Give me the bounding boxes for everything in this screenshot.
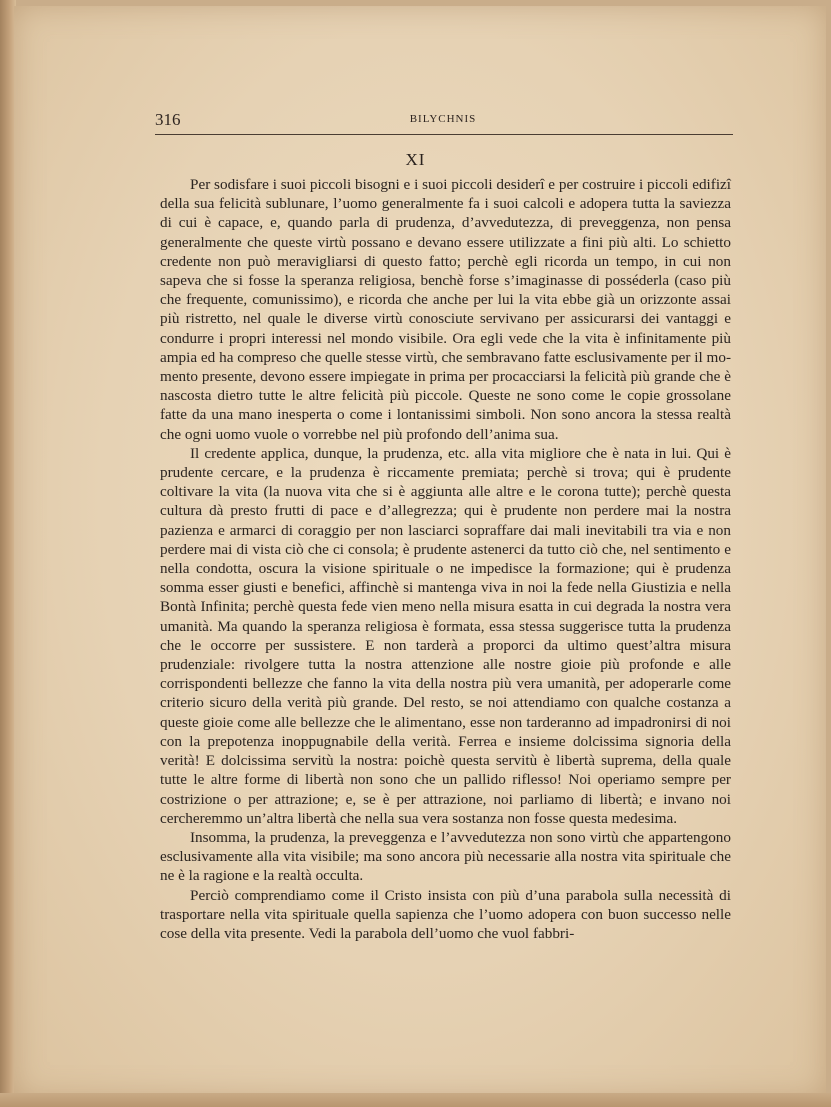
paragraph: Perciò comprendiamo come il Cristo insista con più d’una parabola sulla necessità di trasportare nella vita spirituale quella sapienza che l’uomo adopera con buon successo nelle cose della vita presente. Vedi la parabola dell’uomo che vuol fabbri- xyxy=(160,886,731,942)
paragraph: Per sodisfare i suoi piccoli bisogni e i suoi piccoli desiderî e per costruire i piccoli edifizî della sua felicità sublunare, l’uomo generalmente fa i suoi calcoli e adopera tutta la saviezza di cui è capace, e, quando parla di prudenza, d’avvedutezza, di preveggenza, non pensa generalmente che queste virtù possano e devano essere utilizzate a fini più alti. Lo schietto credente non può meravigliarsi di questo fatto; perchè egli ricorda un tempo, in cui non sapeva che si fosse la speranza religiosa, benchè forse s’imaginasse di posséderla (caso più che frequente, comunissimo), e ricorda che anche per lui la vita ebbe già un orizzonte assai più ristretto, nel quale le diverse virtù conosciute servivano per assicurarsi dei vantaggi e condurre i propri interessi nel mondo visibile. Ora egli vede che la vita è infinitamente più ampia ed ha compreso che quelle stesse virtù, che sembravano fatte esclusivamente per il momento presente, devono essere impiegate in prima per procacciarsi la felicità più grande che è nascosta dietro tutte le altre felicità più piccole. Queste ne sono come le copie grossolane fatte da una mano inesperta o come i lontanissimi simboli. Non sono ancora la stessa realtà che ogni uomo vuole o vorrebbe nel più profondo dell’anima sua. xyxy=(160,176,731,443)
running-title: BILYCHNIS xyxy=(409,113,477,125)
body-text xyxy=(160,175,731,943)
section-title: XI xyxy=(405,150,426,169)
paragraph: Il credente applica, dunque, la prudenza, etc. alla vita migliore che è nata in lui. Qui è prudente cercare, e la prudenza è riccamente premiata; perchè si trova; qui è prudente coltivare la vita (la nuova vita che si è aggiunta alle altre e le corona tutte); perchè questa cultura dà presto frutti di pace e d’allegrezza; qui è prudente non perdere mai la nostra pazienza e armarci di coraggio per non lasciarci sopraffare dai mali inevitabili tra via e non perdere mai di vista ciò che ci consola; è prudente astenerci da tutto ciò che, nel sentimento e nella condotta, oscura la visione spirituale o ne impedisce la formazione; qui è prudenza somma esser giusti e benefici, affinchè si mantenga viva in noi la fede nella Giustizia e nella Bontà Infinita; perchè questa fede vien meno nella misura esatta in cui degrada la nostra vera umanità. Ma quando la speranza religiosa è formata, essa stessa suggerisce tutta la prudenza che le occorre per sussistere. E non tarderà a proporci da ultimo quest’altra misura prudenziale: rivolgere tutta la nostra attenzione alle nostre gioie più profonde e alle corrispondenti bellezze che fanno la vita della nostra più vera umanità, per adoperarle come criterio sicuro della verità più grande. Del resto, se noi attendiamo con qualche costanza a queste gioie come alle bellezze che le alimentano, esse non tarderanno ad impadronirsi di noi con la prepotenza inoppugnabile della verità. Ferrea e insieme dolcissima signoria della verità! E dolcissima servitù la nostra: poichè questa servitù è libertà suprema, della quale tutte le altre forme di libertà non sono che un pallido riflesso! Noi operiamo sempre per costrizione o per attrazione; e, se è per attrazione, noi parliamo di libertà; e invano noi cercheremmo un’altra libertà che nella sua vera sostanza non fosse questa medesima. xyxy=(160,444,731,827)
header-rule xyxy=(155,134,733,135)
page-bottom-edge xyxy=(0,1093,831,1107)
page-number: 316 xyxy=(155,110,181,129)
page-header xyxy=(155,110,731,130)
paragraph: Insomma, la prudenza, la preveggenza e l’avvedutezza non sono virtù che appartengono esclusivamente alla vita visibile; ma sono ancora più necessarie alla nostra vita spirituale che ne è la ragione e la realtà occulta. xyxy=(160,828,731,885)
